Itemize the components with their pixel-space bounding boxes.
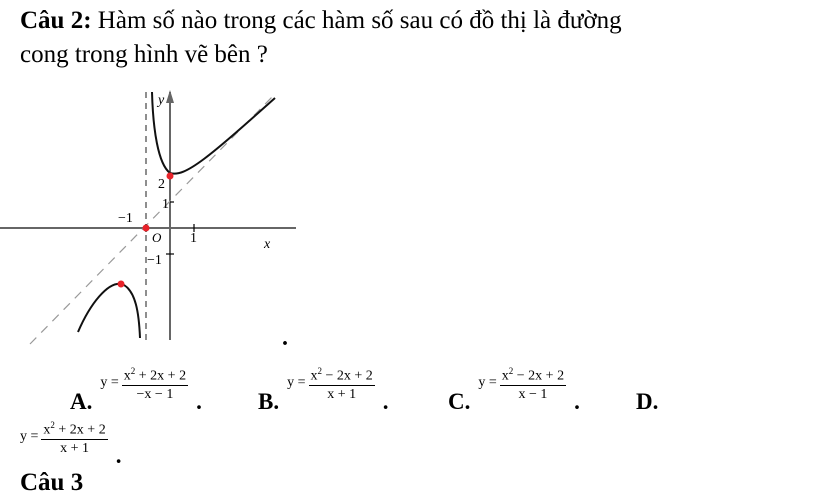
question-line-1 [20, 6, 622, 36]
question-line-2 [20, 40, 268, 70]
choice-d-formula-row[interactable]: y = $\frac{x^2 + 2x + 2}{x + 1}$ . [20, 420, 122, 468]
choice-a-letter: A. [70, 389, 93, 414]
choice-a[interactable]: A. y = $\frac{x^2 + 2x + 2}{-x - 1}$ . [70, 366, 202, 414]
asymptote-intersection-point [143, 225, 150, 232]
choice-d[interactable] [636, 364, 658, 414]
left-branch-curve [78, 284, 140, 338]
y-tick-label-2: 2 [158, 177, 165, 192]
origin-label: O [152, 230, 162, 245]
y-axis-arrow [166, 90, 174, 103]
choice-b[interactable]: B. y = $\frac{x^2 - 2x + 2}{x + 1}$ . [258, 366, 389, 414]
x-tick-label-1: 1 [190, 231, 197, 246]
choice-c-formula: y = $\frac{x^2 - 2x + 2}{x - 1}$ [478, 366, 565, 402]
y-axis-label: y [158, 93, 165, 108]
choice-c-letter: C. [448, 389, 471, 414]
stray-dot: · [281, 331, 290, 357]
choice-c[interactable]: C. y = $\frac{x^2 - 2x + 2}{x - 1}$ . [448, 366, 580, 414]
question-text-2: cong trong hình vẽ bên ? [20, 41, 268, 68]
choice-d-letter: D. [636, 389, 659, 414]
question-text-1: Hàm số nào trong các hàm số sau có đồ thị là đường [97, 7, 622, 34]
function-graph [0, 84, 300, 357]
choice-b-letter: B. [258, 389, 280, 414]
y-tick-label-minus-1: −1 [147, 253, 162, 268]
next-question-partial: Câu 3 [20, 469, 84, 496]
local-min-point [167, 173, 174, 180]
question-label: Câu 2: [20, 7, 92, 34]
choice-a-formula: y = $\frac{x^2 + 2x + 2}{-x - 1}$ [100, 366, 187, 402]
x-tick-label-minus-1: −1 [118, 211, 133, 226]
x-axis-label: x [264, 237, 271, 252]
y-tick-label-1: 1 [162, 197, 169, 212]
local-max-point [118, 281, 125, 288]
choice-d-formula: y = $\frac{x^2 + 2x + 2}{x + 1}$ [20, 420, 106, 456]
choice-b-formula: y = $\frac{x^2 - 2x + 2}{x + 1}$ [287, 366, 373, 402]
